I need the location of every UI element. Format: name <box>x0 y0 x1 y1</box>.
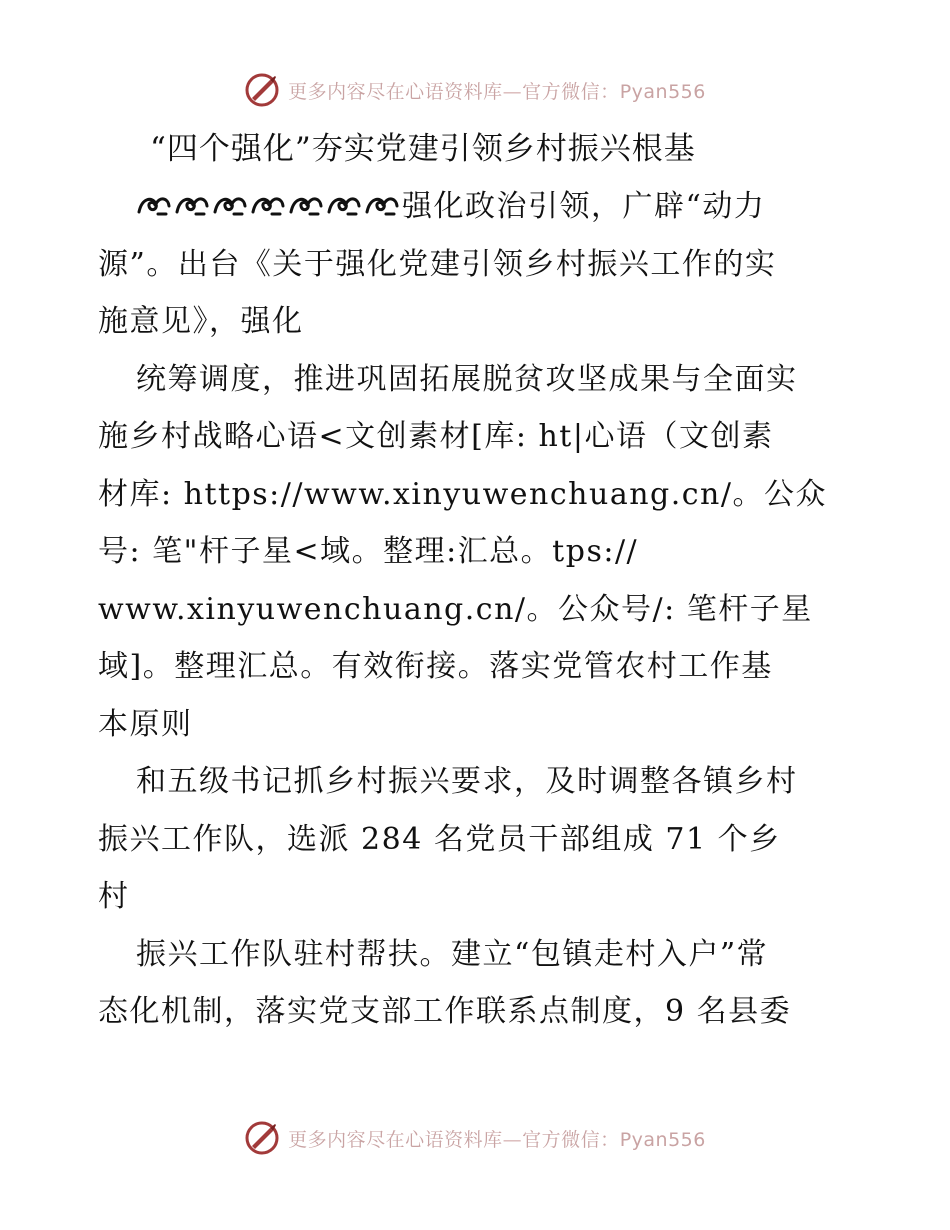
paragraph-1-line-2: 源”。出台《关于强化党建引领乡村振兴工作的实 <box>98 246 777 282</box>
footer-main-text: 更多内容尽在心语资料库 <box>288 1128 503 1151</box>
banner-text <box>288 77 706 104</box>
document-body <box>98 120 858 1041</box>
paragraph-2-line-3: 材库: https://www.xinyuwenchuang.cn/。公众 <box>98 476 827 512</box>
paragraph-2-line-6: 域]。整理汇总。有效衔接。落实党管农村工作基 <box>98 649 773 684</box>
paragraph-4-text-1: 振兴工作队驻村帮扶。建立“包镇走村入户”常 <box>136 936 769 972</box>
paragraph-3-line-1 <box>98 753 858 811</box>
footer-banner-text <box>288 1125 706 1152</box>
swirl-ornament-icon <box>136 192 172 220</box>
paragraph-1-line-3: 施意见》，强化 <box>98 304 304 339</box>
swirl-ornament-icon <box>174 192 210 220</box>
paragraph-1 <box>98 178 858 351</box>
banner-wechat-label: 官方微信： <box>522 80 620 103</box>
paragraph-2-line-4: 号: 笔"杆子星<域。整理:汇总。tps:// <box>98 534 639 569</box>
banner-main-text: 更多内容尽在心语资料库 <box>288 80 503 103</box>
banner-dash: — <box>502 80 523 103</box>
swirl-ornament-icon <box>288 192 324 220</box>
paragraph-2-line-7: 本原则 <box>98 706 193 742</box>
swirl-ornament-icon <box>250 192 286 220</box>
pen-logo-icon <box>244 1120 280 1156</box>
footer-dash: — <box>502 1128 523 1151</box>
pen-logo-icon <box>244 72 280 108</box>
paragraph-3-text-1: 和五级书记抓乡村振兴要求，及时调整各镇乡村 <box>136 764 798 799</box>
paragraph-2-line-1 <box>98 351 858 409</box>
paragraph-3-line-3: 村 <box>98 879 130 914</box>
banner-wechat-id: Pyan556 <box>619 80 706 103</box>
paragraph-1-text-1: 强化政治引领，广辟“动力 <box>402 189 766 224</box>
paragraph-1-line-1 <box>98 178 858 236</box>
paragraph-4 <box>98 926 858 1041</box>
document-title: “四个强化”夯实党建引领乡村振兴根基 <box>150 131 696 167</box>
paragraph-3-line-2: 振兴工作队，选派 284 名党员干部组成 71 个乡 <box>98 821 781 857</box>
footer-wechat-label: 官方微信： <box>522 1128 620 1151</box>
footer-banner <box>0 1118 950 1158</box>
paragraph-4-line-1 <box>98 926 858 984</box>
swirl-ornament-icon <box>364 192 400 220</box>
paragraph-3 <box>98 753 858 926</box>
paragraph-4-line-2: 态化机制，落实党支部工作联系点制度，9 名县委 <box>98 994 792 1029</box>
header-banner <box>0 70 950 110</box>
paragraph-2-text-1: 统筹调度，推进巩固拓展脱贫攻坚成果与全面实 <box>136 361 798 397</box>
paragraph-2-line-2: 施乡村战略心语<文创素材[库: ht|心语（文创素 <box>98 419 774 454</box>
footer-wechat-id: Pyan556 <box>619 1128 706 1151</box>
ornament-glyphs <box>136 192 400 220</box>
paragraph-2 <box>98 351 858 754</box>
paragraph-2-line-5: www.xinyuwenchuang.cn/。公众号/: 笔杆子星 <box>98 591 813 627</box>
swirl-ornament-icon <box>326 192 362 220</box>
swirl-ornament-icon <box>212 192 248 220</box>
